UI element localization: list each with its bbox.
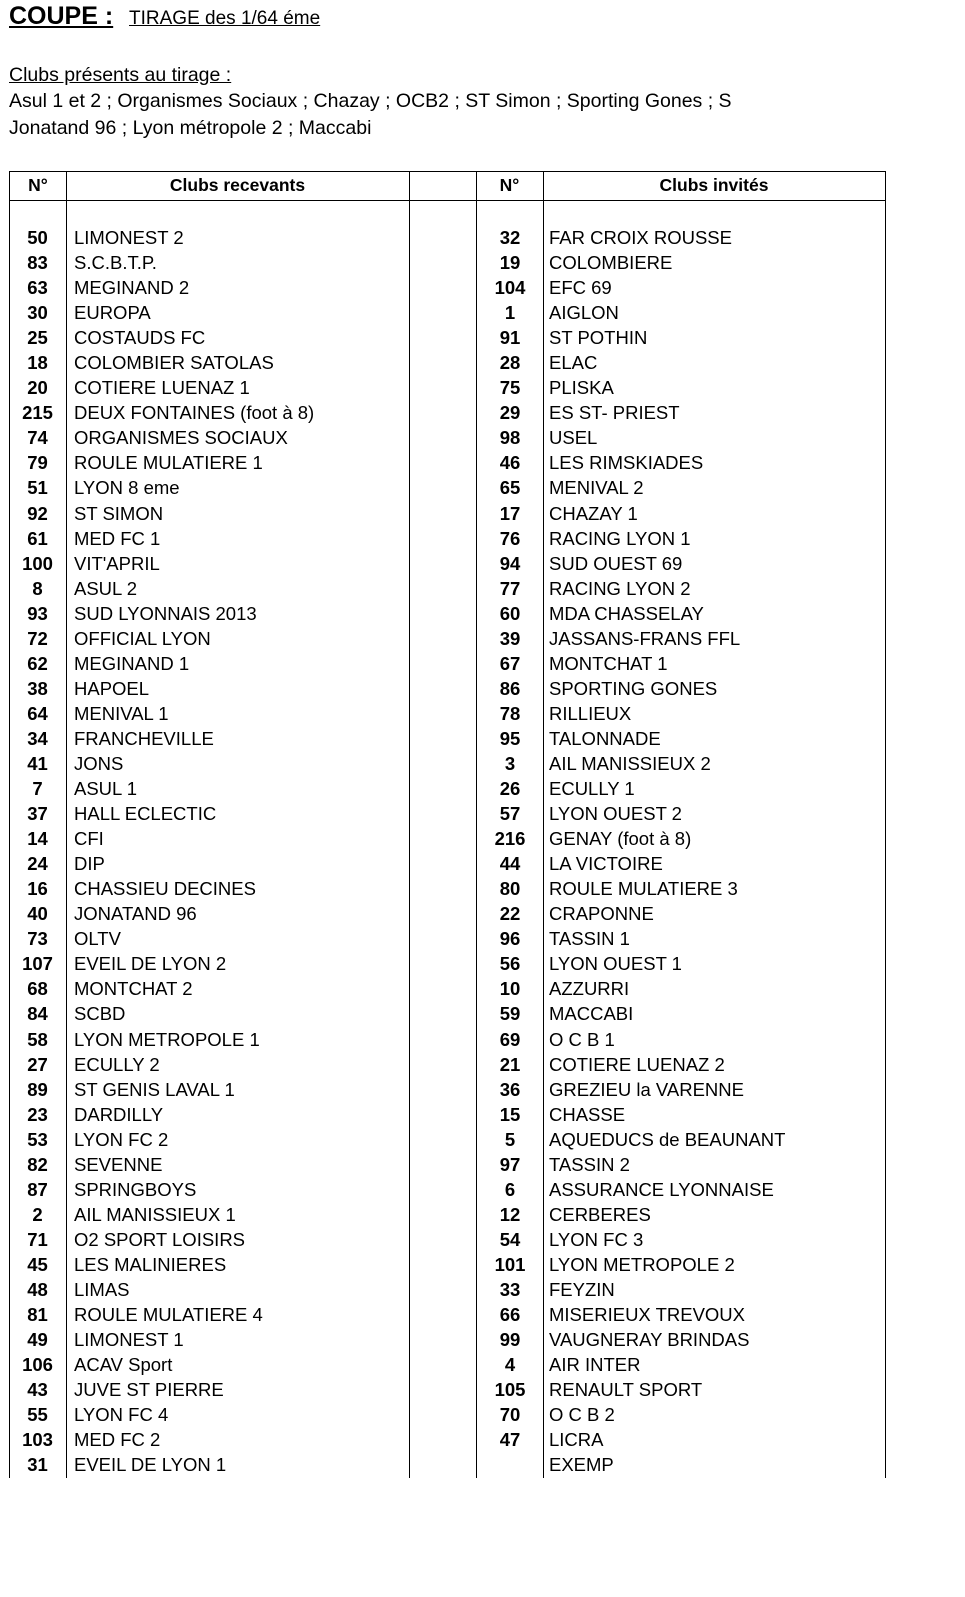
home-club: DEUX FONTAINES (foot à 8) — [74, 402, 315, 424]
home-club: EVEIL DE LYON 2 — [74, 953, 227, 975]
home-number: 48 — [27, 1278, 48, 1300]
home-club: JUVE ST PIERRE — [74, 1379, 224, 1401]
home-number: 53 — [27, 1128, 48, 1150]
home-club: MED FC 1 — [74, 527, 161, 549]
home-club: HALL ECLECTIC — [74, 803, 217, 825]
table-row — [10, 1352, 885, 1377]
away-number: 3 — [504, 752, 516, 774]
away-club: ELAC — [549, 352, 598, 374]
away-number: 12 — [499, 1203, 521, 1225]
away-club: EFC 69 — [549, 277, 612, 299]
away-club: LYON FC 3 — [549, 1228, 644, 1250]
table-row — [10, 551, 885, 576]
home-club: MONTCHAT 2 — [74, 978, 193, 1000]
away-number: 77 — [499, 577, 521, 599]
away-club: COTIERE LUENAZ 2 — [549, 1053, 725, 1075]
away-number: 6 — [504, 1178, 516, 1200]
away-club: MDA CHASSELAY — [549, 602, 704, 624]
home-club: COLOMBIER SATOLAS — [74, 352, 274, 374]
draw-table — [9, 171, 886, 1478]
table-row — [10, 1127, 885, 1152]
away-club: CRAPONNE — [549, 903, 654, 925]
home-number: 16 — [27, 878, 48, 900]
away-number: 44 — [499, 853, 521, 875]
away-number: 21 — [499, 1053, 521, 1075]
home-number: 87 — [27, 1178, 48, 1200]
away-number: 216 — [494, 828, 526, 850]
table-row — [10, 876, 885, 901]
home-number: 81 — [27, 1304, 48, 1326]
home-number: 38 — [27, 677, 48, 699]
home-club: O2 SPORT LOISIRS — [74, 1228, 246, 1250]
away-number: 94 — [499, 552, 521, 574]
table-row — [10, 1427, 885, 1452]
away-number: 105 — [494, 1379, 526, 1401]
away-number: 98 — [499, 427, 521, 449]
home-club: SCBD — [74, 1003, 126, 1025]
home-number: 45 — [27, 1253, 48, 1275]
away-number: 10 — [499, 978, 521, 1000]
home-club: DARDILLY — [74, 1103, 164, 1125]
away-club: GENAY (foot à 8) — [549, 828, 692, 850]
home-club: LYON FC 2 — [74, 1128, 169, 1150]
table-row — [10, 225, 885, 250]
away-number: 22 — [499, 903, 521, 925]
table-row — [10, 1402, 885, 1427]
away-club: ES ST- PRIEST — [549, 402, 680, 424]
away-club: ROULE MULATIERE 3 — [549, 878, 738, 900]
home-club: VIT'APRIL — [74, 552, 160, 574]
table-row — [10, 1377, 885, 1402]
away-club: RENAULT SPORT — [549, 1379, 703, 1401]
home-number: 58 — [27, 1028, 48, 1050]
away-club: COLOMBIERE — [549, 252, 673, 274]
away-number: 66 — [499, 1304, 521, 1326]
home-club: AIL MANISSIEUX 1 — [74, 1203, 236, 1225]
table-row — [10, 951, 885, 976]
header-num-2: N° — [499, 175, 520, 195]
home-number: 68 — [27, 978, 48, 1000]
away-number: 36 — [499, 1078, 521, 1100]
away-club: ECULLY 1 — [549, 778, 635, 800]
home-number: 49 — [27, 1329, 48, 1351]
away-number: 69 — [499, 1028, 521, 1050]
title-tirage: TIRAGE des 1/64 éme — [129, 8, 321, 29]
home-number: 41 — [27, 752, 48, 774]
away-club: MONTCHAT 1 — [549, 652, 668, 674]
away-number: 80 — [499, 878, 521, 900]
home-club: LES MALINIERES — [74, 1253, 227, 1275]
table-row — [10, 926, 885, 951]
home-club: ROULE MULATIERE 4 — [74, 1304, 263, 1326]
home-club: ORGANISMES SOCIAUX — [74, 427, 288, 449]
table-row — [10, 626, 885, 651]
clubs-present-line-2: Jonatand 96 ; Lyon métropole 2 ; Maccabi — [9, 117, 372, 139]
home-club: ROULE MULATIERE 1 — [74, 452, 263, 474]
table-row — [10, 726, 885, 751]
away-club: RACING LYON 2 — [549, 577, 691, 599]
table-row — [10, 400, 885, 425]
away-number: 70 — [499, 1404, 521, 1426]
away-number: 95 — [499, 727, 521, 749]
home-club: CHASSIEU DECINES — [74, 878, 256, 900]
home-number: 215 — [22, 402, 53, 424]
table-row — [10, 776, 885, 801]
away-club: MACCABI — [549, 1003, 634, 1025]
away-club: USEL — [549, 427, 598, 449]
header-away-clubs: Clubs invités — [659, 175, 769, 195]
away-number: 33 — [499, 1278, 521, 1300]
home-number: 71 — [27, 1228, 48, 1250]
title-coupe: COUPE : — [9, 2, 114, 30]
away-club: CERBERES — [549, 1203, 651, 1225]
home-number: 50 — [27, 227, 48, 248]
table-row — [10, 1227, 885, 1252]
home-club: S.C.B.T.P. — [74, 252, 157, 274]
table-row — [10, 1277, 885, 1302]
home-number: 37 — [27, 803, 48, 825]
away-number: 76 — [499, 527, 521, 549]
home-number: 2 — [32, 1203, 43, 1225]
home-club: ACAV Sport — [74, 1354, 173, 1376]
home-club: OFFICIAL LYON — [74, 627, 211, 649]
home-club: JONATAND 96 — [74, 903, 197, 925]
away-club: VAUGNERAY BRINDAS — [549, 1329, 750, 1351]
away-number: 60 — [499, 602, 521, 624]
away-number: 67 — [499, 652, 521, 674]
away-number: 104 — [494, 277, 526, 299]
away-number: 46 — [499, 452, 521, 474]
home-number: 64 — [27, 702, 48, 724]
home-club: ST SIMON — [74, 502, 164, 524]
table-row — [10, 801, 885, 826]
header-home-clubs: Clubs recevants — [169, 175, 306, 195]
away-club: TALONNADE — [549, 727, 661, 749]
away-club: LYON OUEST 2 — [549, 803, 682, 825]
table-row — [10, 901, 885, 926]
away-club: CHAZAY 1 — [549, 502, 638, 524]
table-row — [10, 851, 885, 876]
home-club: FRANCHEVILLE — [74, 727, 214, 749]
away-club: MENIVAL 2 — [549, 477, 644, 499]
home-number: 25 — [27, 327, 48, 349]
table-row — [10, 601, 885, 626]
away-number: 29 — [499, 402, 521, 424]
home-number: 84 — [27, 1003, 48, 1025]
table-row — [10, 1027, 885, 1052]
away-number: 32 — [499, 227, 521, 248]
home-club: LIMONEST 1 — [74, 1329, 184, 1351]
home-club: MEGINAND 1 — [74, 652, 190, 674]
away-club: GREZIEU la VARENNE — [549, 1078, 744, 1100]
away-club: EXEMP — [549, 1454, 614, 1476]
away-number: 47 — [499, 1429, 521, 1451]
home-club: ECULLY 2 — [74, 1053, 160, 1075]
home-number: 106 — [22, 1354, 53, 1376]
home-number: 40 — [27, 903, 48, 925]
table-row — [10, 976, 885, 1001]
home-club: MEGINAND 2 — [74, 277, 190, 299]
home-number: 34 — [27, 727, 48, 749]
away-number: 4 — [504, 1354, 516, 1376]
table-row — [10, 701, 885, 726]
home-number: 24 — [27, 853, 48, 875]
home-club: LIMONEST 2 — [74, 227, 184, 248]
away-club: TASSIN 2 — [549, 1153, 630, 1175]
away-number: 75 — [499, 377, 521, 399]
home-number: 20 — [27, 377, 48, 399]
table-row — [10, 1202, 885, 1227]
table-row — [10, 275, 885, 300]
away-number: 1 — [504, 302, 516, 324]
away-club: FEYZIN — [549, 1278, 615, 1300]
home-club: CFI — [74, 828, 104, 850]
away-number: 56 — [499, 953, 521, 975]
table-row — [10, 325, 885, 350]
home-number: 89 — [27, 1078, 48, 1100]
table-row — [10, 651, 885, 676]
home-club: COSTAUDS FC — [74, 327, 206, 349]
table-row — [10, 1252, 885, 1277]
table-row — [10, 1177, 885, 1202]
away-number: 26 — [499, 778, 521, 800]
clubs-present-label: Clubs présents au tirage : — [9, 64, 232, 86]
header-divider — [10, 200, 885, 201]
home-number: 43 — [27, 1379, 48, 1401]
away-number: 59 — [499, 1003, 521, 1025]
home-club: COTIERE LUENAZ 1 — [74, 377, 250, 399]
home-club: LIMAS — [74, 1278, 130, 1300]
home-number: 61 — [27, 527, 48, 549]
away-number: 28 — [499, 352, 521, 374]
away-number: 17 — [499, 502, 521, 524]
home-number: 18 — [27, 352, 48, 374]
away-club: PLISKA — [549, 377, 614, 399]
away-number: 99 — [499, 1329, 521, 1351]
page-title — [9, 2, 320, 31]
table-row — [10, 425, 885, 450]
away-club: O C B 1 — [549, 1028, 615, 1050]
home-club: LYON 8 eme — [74, 477, 180, 499]
away-number: 15 — [499, 1103, 521, 1125]
away-number: 57 — [499, 803, 521, 825]
home-number: 62 — [27, 652, 48, 674]
table-row — [10, 475, 885, 500]
home-club: ASUL 1 — [74, 778, 138, 800]
table-row — [10, 1327, 885, 1352]
table-row — [10, 576, 885, 601]
table-rows — [10, 225, 885, 1477]
table-row — [10, 526, 885, 551]
home-number: 14 — [27, 828, 48, 850]
away-club: MISERIEUX TREVOUX — [549, 1304, 746, 1326]
home-club: EVEIL DE LYON 1 — [74, 1454, 227, 1476]
table-row — [10, 1052, 885, 1077]
away-club: LYON METROPOLE 2 — [549, 1253, 735, 1275]
away-number: 5 — [504, 1128, 516, 1150]
table-row — [10, 1302, 885, 1327]
table-row — [10, 300, 885, 325]
home-number: 51 — [27, 477, 48, 499]
table-row — [10, 1152, 885, 1177]
away-number: 101 — [494, 1253, 526, 1275]
away-club: AQUEDUCS de BEAUNANT — [549, 1128, 786, 1150]
table-row — [10, 501, 885, 526]
clubs-present-list — [9, 88, 909, 142]
header-num-1: N° — [28, 175, 48, 195]
away-number: 39 — [499, 627, 521, 649]
table-row — [10, 450, 885, 475]
home-club: HAPOEL — [74, 677, 150, 699]
home-number: 107 — [22, 953, 53, 975]
table-row — [10, 350, 885, 375]
away-number: 19 — [499, 252, 521, 274]
away-club: SPORTING GONES — [549, 677, 718, 699]
home-number: 27 — [27, 1053, 48, 1075]
home-number: 103 — [22, 1429, 53, 1451]
table-row — [10, 826, 885, 851]
home-number: 30 — [27, 302, 48, 324]
away-club: JASSANS-FRANS FFL — [549, 627, 741, 649]
home-club: LYON FC 4 — [74, 1404, 169, 1426]
table-row — [10, 375, 885, 400]
home-club: SPRINGBOYS — [74, 1178, 197, 1200]
away-club: LICRA — [549, 1429, 604, 1451]
home-number: 74 — [27, 427, 48, 449]
away-number: 86 — [499, 677, 521, 699]
home-club: SUD LYONNAIS 2013 — [74, 602, 257, 624]
home-club: OLTV — [74, 928, 121, 950]
home-number: 63 — [27, 277, 48, 299]
home-number: 79 — [27, 452, 48, 474]
away-club: RILLIEUX — [549, 702, 632, 724]
home-number: 73 — [27, 928, 48, 950]
home-club: ST GENIS LAVAL 1 — [74, 1078, 235, 1100]
home-club: ASUL 2 — [74, 577, 138, 599]
away-number: 54 — [499, 1228, 521, 1250]
away-club: LES RIMSKIADES — [549, 452, 704, 474]
away-club: TASSIN 1 — [549, 928, 630, 950]
away-club: SUD OUEST 69 — [549, 552, 683, 574]
home-number: 55 — [27, 1404, 48, 1426]
home-club: EUROPA — [74, 302, 151, 324]
table-row — [10, 751, 885, 776]
away-club: FAR CROIX ROUSSE — [549, 227, 732, 248]
away-number: 97 — [499, 1153, 521, 1175]
home-number: 31 — [27, 1454, 48, 1476]
home-club: LYON METROPOLE 1 — [74, 1028, 260, 1050]
away-club: ST POTHIN — [549, 327, 648, 349]
away-club: LYON OUEST 1 — [549, 953, 682, 975]
away-number: 96 — [499, 928, 521, 950]
away-club: AZZURRI — [549, 978, 630, 1000]
away-number: 78 — [499, 702, 521, 724]
home-club: MENIVAL 1 — [74, 702, 169, 724]
away-club: RACING LYON 1 — [549, 527, 691, 549]
away-club: O C B 2 — [549, 1404, 615, 1426]
table-row — [10, 1001, 885, 1026]
table-row — [10, 1077, 885, 1102]
away-number: 65 — [499, 477, 521, 499]
home-number: 92 — [27, 502, 48, 524]
table-row — [10, 676, 885, 701]
away-club: AIGLON — [549, 302, 619, 324]
table-row — [10, 250, 885, 275]
home-club: DIP — [74, 853, 105, 875]
home-number: 8 — [32, 577, 43, 599]
home-club: JONS — [74, 752, 124, 774]
table-row — [10, 1452, 885, 1477]
home-club: MED FC 2 — [74, 1429, 161, 1451]
away-club: ASSURANCE LYONNAISE — [549, 1178, 774, 1200]
away-club: CHASSE — [549, 1103, 626, 1125]
away-club: LA VICTOIRE — [549, 853, 663, 875]
home-number: 7 — [32, 778, 43, 800]
away-number: 91 — [499, 327, 521, 349]
away-club: AIL MANISSIEUX 2 — [549, 752, 711, 774]
clubs-present-line-1: Asul 1 et 2 ; Organismes Sociaux ; Chazay ; OCB2 ; ST Simon ; Sporting Gones ; S — [9, 90, 732, 112]
home-number: 93 — [27, 602, 48, 624]
table-row — [10, 1102, 885, 1127]
home-number: 23 — [27, 1103, 48, 1125]
home-number: 72 — [27, 627, 48, 649]
home-number: 100 — [22, 552, 53, 574]
away-club: AIR INTER — [549, 1354, 641, 1376]
home-number: 82 — [27, 1153, 48, 1175]
home-club: SEVENNE — [74, 1153, 163, 1175]
home-number: 83 — [27, 252, 48, 274]
